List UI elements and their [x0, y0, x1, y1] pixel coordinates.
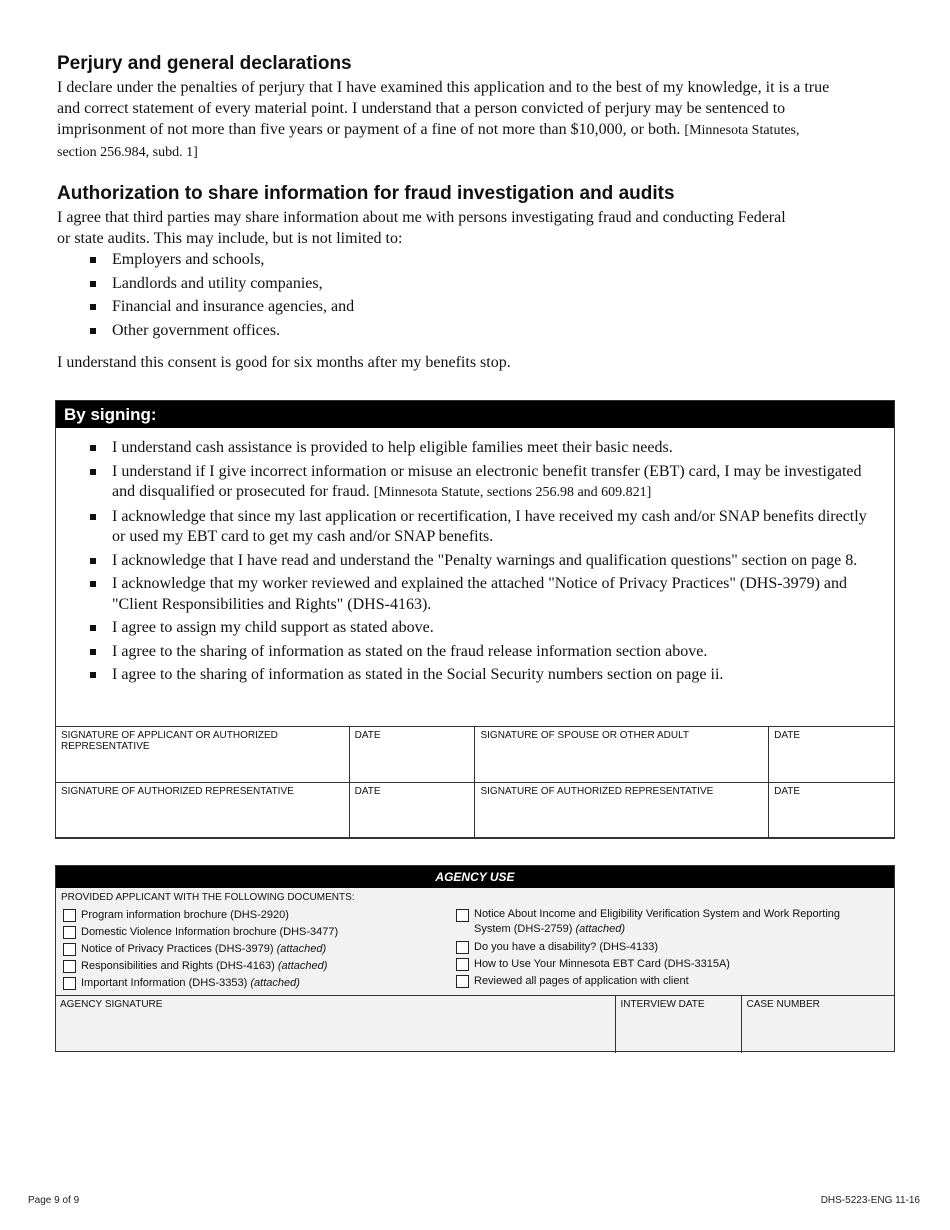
list-item: Other government offices. — [90, 321, 690, 342]
perjury-heading: Perjury and general declarations — [57, 53, 352, 74]
document-checkbox-item[interactable]: Responsibilities and Rights (DHS-4163) (attached) — [61, 958, 441, 975]
document-checkbox-item[interactable]: Reviewed all pages of application with client — [454, 973, 854, 990]
authorized-rep-signature-field-2[interactable]: SIGNATURE OF AUTHORIZED REPRESENTATIVE — [475, 783, 769, 839]
document-checkbox-item[interactable]: Notice of Privacy Practices (DHS-3979) (attached) — [61, 941, 441, 958]
checkbox[interactable] — [63, 926, 76, 939]
document-checkbox-item[interactable]: Program information brochure (DHS-2920) — [61, 907, 441, 924]
list-item: I acknowledge that I have read and understand the "Penalty warnings and qualification questions" section on page 8. — [90, 551, 870, 572]
checkbox[interactable] — [63, 977, 76, 990]
document-checkbox-item[interactable]: Domestic Violence Information brochure (DHS-3477) — [61, 924, 441, 941]
authorization-intro: I agree that third parties may share information about me with persons investigating fraud and conducting Federal or state audits. This may include, but is not limited to: — [57, 209, 786, 247]
perjury-text: I declare under the penalties of perjury that I have examined this application and to the best of my knowledge, it is a true and correct statement of every material point. I understand that a person convicted of perjury may be sentenced to imprisonment of not more than five years or payment of a fine of not more than $10,000, or both. — [57, 79, 830, 138]
documents-list-left — [61, 907, 441, 992]
list-item: Employers and schools, — [90, 250, 690, 271]
table-row — [55, 996, 895, 1053]
authorized-rep-signature-field[interactable]: SIGNATURE OF AUTHORIZED REPRESENTATIVE — [56, 783, 350, 839]
applicant-signature-field[interactable]: SIGNATURE OF APPLICANT OR AUTHORIZED REPRESENTATIVE — [56, 727, 350, 783]
signing-section — [55, 400, 895, 838]
checkbox[interactable] — [63, 960, 76, 973]
list-item: I agree to assign my child support as stated above. — [90, 618, 870, 639]
authorized-rep-date-field-2[interactable]: DATE — [769, 783, 895, 839]
agency-signature-field[interactable]: AGENCY SIGNATURE — [55, 996, 615, 1053]
checkbox[interactable] — [456, 975, 469, 988]
list-item: Landlords and utility companies, — [90, 274, 690, 295]
form-id: DHS-5223-ENG 11-16 — [820, 1195, 920, 1206]
agency-use-section — [55, 865, 895, 1052]
list-item: I agree to the sharing of information as stated in the Social Security numbers section on page ii. — [90, 665, 870, 686]
document-checkbox-item[interactable]: Notice About Income and Eligibility Verification System and Work Reporting System (DHS-2759) (attached) — [454, 907, 854, 939]
table-row — [56, 727, 895, 783]
list-item: I acknowledge that since my last application or recertification, I have received my cash and/or SNAP benefits directly or used my EBT card to get my cash and/or SNAP benefits. — [90, 507, 870, 548]
authorization-heading: Authorization to share information for fraud investigation and audits — [57, 183, 675, 204]
perjury-citation: [Minnesota Statutes, section 256.984, subd. 1] — [57, 123, 800, 160]
signing-header: By signing: — [56, 401, 894, 428]
table-row — [56, 783, 895, 839]
fraud-citation: [Minnesota Statute, sections 256.98 and 609.821] — [373, 485, 652, 500]
authorization-outro: I understand this consent is good for six months after my benefits stop. — [57, 354, 511, 371]
list-item: I understand if I give incorrect information or misuse an electronic benefit transfer (EBT) card, I may be investigated and disqualified or prosecuted for fraud. [Minnesota Statute, sections 256.98 and 609.821] — [90, 462, 870, 504]
documents-list-right — [454, 907, 854, 990]
authorized-rep-date-field[interactable]: DATE — [349, 783, 475, 839]
checkbox[interactable] — [63, 943, 76, 956]
checkbox[interactable] — [456, 909, 469, 922]
list-item: Financial and insurance agencies, and — [90, 297, 690, 318]
document-checkbox-item[interactable]: Do you have a disability? (DHS-4133) — [454, 939, 854, 956]
list-item: I agree to the sharing of information as stated on the fraud release information section above. — [90, 642, 870, 663]
page-number: Page 9 of 9 — [28, 1195, 80, 1206]
signature-table — [55, 726, 895, 839]
provided-documents-label: PROVIDED APPLICANT WITH THE FOLLOWING DOCUMENTS: — [61, 892, 355, 903]
interview-date-field[interactable]: INTERVIEW DATE — [615, 996, 741, 1053]
applicant-date-field[interactable]: DATE — [349, 727, 475, 783]
list-item: I acknowledge that my worker reviewed and explained the attached "Notice of Privacy Practices" (DHS-3979) and "Client Responsibilities and Rights" (DHS-4163). — [90, 574, 870, 615]
checkbox[interactable] — [63, 909, 76, 922]
spouse-date-field[interactable]: DATE — [769, 727, 895, 783]
case-number-field[interactable]: CASE NUMBER — [741, 996, 895, 1053]
perjury-body — [57, 77, 837, 163]
agency-fields-table — [55, 995, 895, 1053]
checkbox[interactable] — [456, 941, 469, 954]
agency-use-header: AGENCY USE — [56, 866, 894, 888]
document-checkbox-item[interactable]: Important Information (DHS-3353) (attached) — [61, 975, 441, 992]
spouse-signature-field[interactable]: SIGNATURE OF SPOUSE OR OTHER ADULT — [475, 727, 769, 783]
authorization-list — [90, 250, 690, 344]
document-checkbox-item[interactable]: How to Use Your Minnesota EBT Card (DHS-3315A) — [454, 956, 854, 973]
list-item: I understand cash assistance is provided to help eligible families meet their basic needs. — [90, 438, 870, 459]
signing-list — [90, 438, 870, 689]
checkbox[interactable] — [456, 958, 469, 971]
